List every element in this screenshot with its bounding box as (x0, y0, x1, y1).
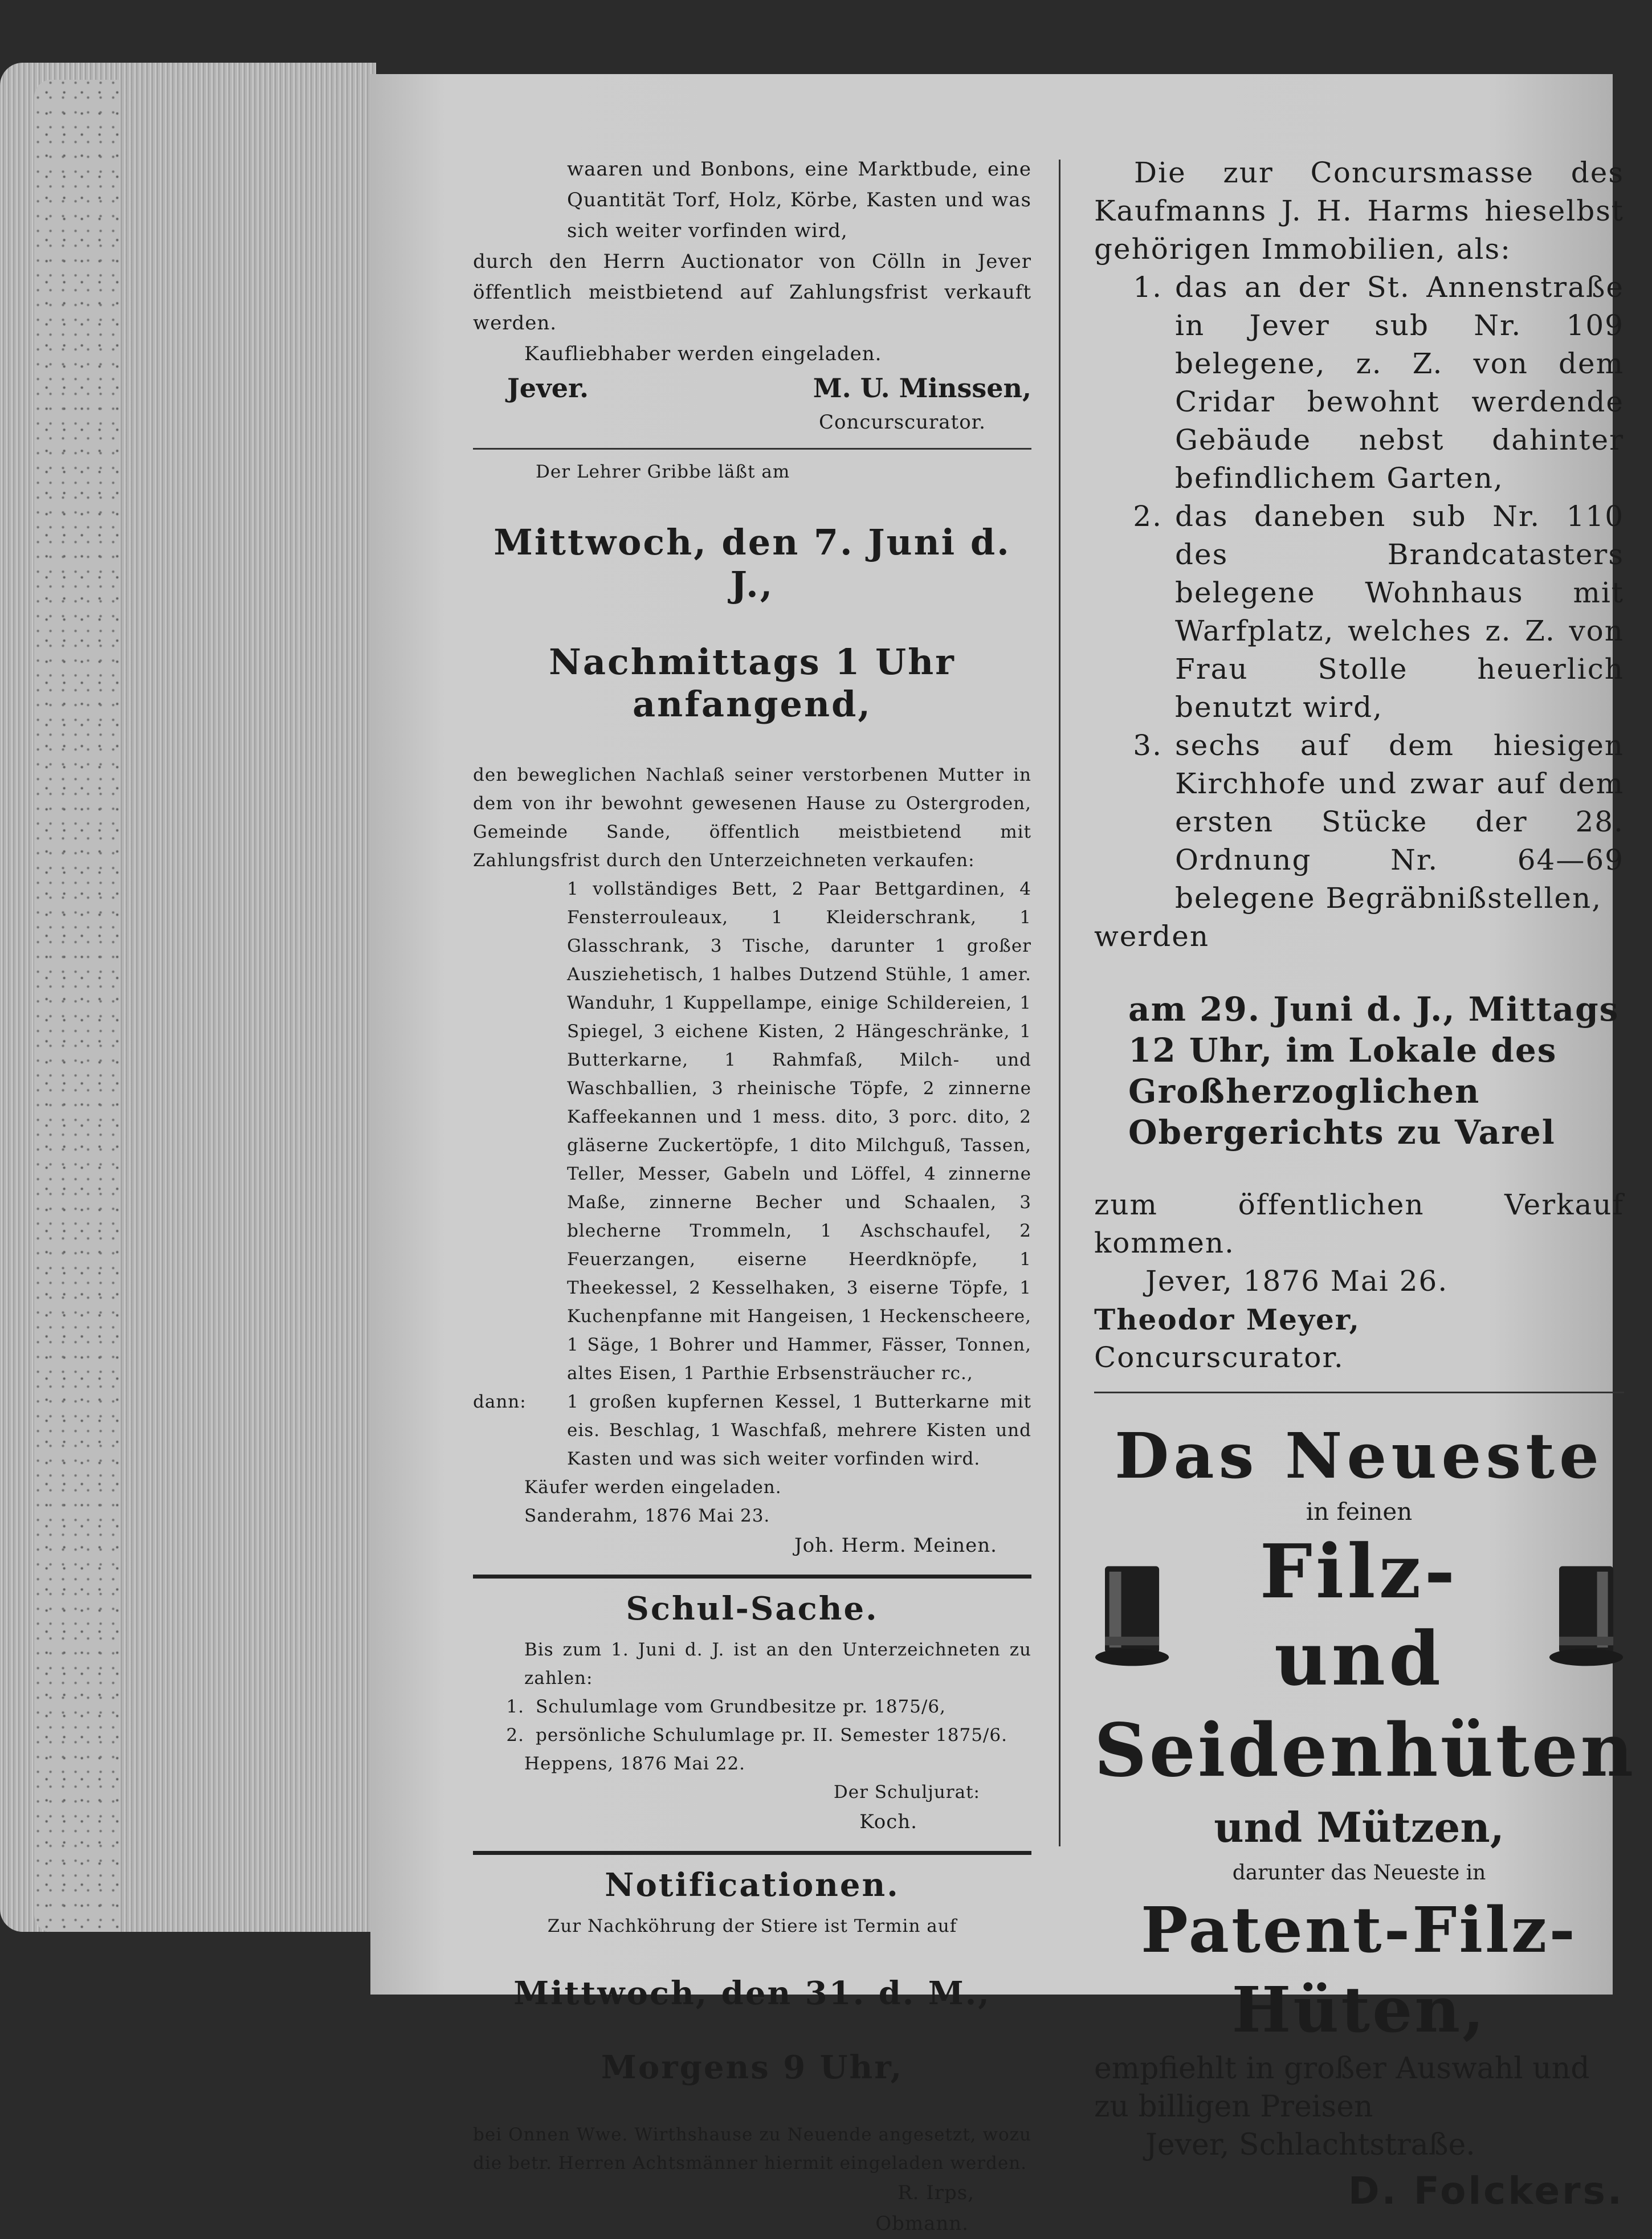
school-item-1-text: Schulumlage vom Grundbesitze pr. 1875/6, (536, 1696, 946, 1717)
concurs-item-2 (1094, 497, 1624, 727)
concurs-signer: Theodor Meyer, (1094, 1303, 1360, 1336)
auction-notice-2 (473, 458, 1031, 1561)
ad-sub: in feinen (1306, 1498, 1413, 1526)
auction2-signer: Joh. Herm. Meinen. (794, 1534, 997, 1557)
ad-darunter: darunter das Neueste in (1232, 1861, 1486, 1885)
divider-thick (473, 1851, 1031, 1855)
auction2-date: Mittwoch, den 7. Juni d. J., (493, 521, 1011, 605)
column-divider (1059, 160, 1060, 1846)
concurs-item-1-num: 1. (1133, 271, 1162, 304)
ad-filz: Filz- und (1259, 1528, 1459, 1702)
ad-title: Das Neueste (1114, 1419, 1604, 1492)
concurs-item-3-text: sechs auf dem hiesigen Kirchhofe und zwar auf dem ersten Stücke der 28. Ordnung Nr. 64—69 belegene Begräbnißstellen, (1175, 729, 1624, 915)
hat-advertisement (1094, 1416, 1636, 2213)
concurs-item-2-text: das daneben sub Nr. 110 des Brandcatasters belegene Wohnhaus mit Warfplatz, welches z. Z. von Frau Stolle heuerlich benutzt wird, (1175, 500, 1624, 724)
school-body: Bis zum 1. Juni d. J. ist an den Unterzeichneten zu zahlen: (524, 1640, 1031, 1689)
auction1-signer: M. U. Minssen, (813, 373, 1031, 403)
notifications-intro: Zur Nachköhrung der Stiere ist Termin auf (547, 1916, 957, 1936)
notifications-date: Mittwoch, den 31. d. M., (513, 1975, 991, 2012)
notifications-body: bei Onnen Wwe. Wirthshause zu Neuende angesetzt, wozu die betr. Herren Achtsmänner hiermit eingeladen werden. (473, 2124, 1031, 2173)
concurs-notice (1094, 154, 1624, 1377)
divider (473, 448, 1031, 450)
school-role: Der Schuljurat: (833, 1782, 980, 1802)
auction2-time: Nachmittags 1 Uhr anfangend, (549, 641, 956, 725)
school-item-1-num: 1. (506, 1696, 524, 1717)
auction1-body: durch den Herrn Auctionator von Cölln in Jever öffentlich meistbietend auf Zahlungsfrist verkauft werden. (473, 250, 1031, 335)
auction1-invite: Kaufliebhaber werden eingeladen. (524, 342, 882, 365)
school-item-1 (473, 1692, 1031, 1721)
auction2-then-items: 1 großen kupfernen Kessel, 1 Butterkarne mit eis. Beschlag, 1 Waschfaß, mehrere Kisten und Kasten und was sich weiter vorfinden wird. (567, 1392, 1031, 1469)
concurs-dateline: Jever, 1876 Mai 26. (1145, 1265, 1449, 1298)
auction2-intro: Der Lehrer Gribbe läßt am (536, 462, 790, 482)
right-column (1094, 154, 1636, 2213)
auction2-items: 1 vollständiges Bett, 2 Paar Bettgardinen, 4 Fensterrouleaux, 1 Kleiderschrank, 1 Glasschrank, 3 Tische, darunter 1 großer Ausziehetisch, 1 halbes Dutzend Stühle, 1 amer. Wanduhr, 1 Kuppellampe, einige Schildereien, 1 Spiegel, 3 eichene Kisten, 2 Hängeschränke, 1 Butterkarne, 1 Rahmfaß, Milch- und Waschballien, 3 rheinische Töpfe, 2 zinnerne Kaffeekannen und 1 mess. dito, 3 porc. dito, 2 gläserne Zuckertöpfe, 1 dito Milchguß, Tassen, Teller, Messer, Gabeln und Löffel, 4 zinnerne Maße, zinnerne Becher und Schaalen, 3 blecherne Trommeln, 1 Aschschaufel, 2 Feuerzangen, eiserne Heerdknöpfe, 1 Theekessel, 2 Kesselhaken, 3 eiserne Töpfe, 1 Kuchenpfanne mit Hangeisen, 1 Heckenscheere, 1 Säge, 1 Bohrer und Hammer, Fässer, Tonnen, altes Eisen, 1 Parthie Erbsensträucher rc., (567, 879, 1031, 1384)
concurs-item-1-text: das an der St. Annenstraße in Jever sub Nr. 109 belegene, z. Z. von dem Cridar bewohnt werdende Gebäude nebst dahinter befindlichem Garten, (1175, 271, 1624, 495)
concurs-item-2-num: 2. (1133, 500, 1162, 533)
ad-und: und Mützen, (1214, 1803, 1504, 1851)
concurs-date: am 29. Juni d. J., Mittags 12 Uhr, im Lokale des Großherzoglichen Obergerichts zu Varel (1128, 990, 1620, 1152)
school-item-2-num: 2. (506, 1725, 524, 1745)
left-column (473, 154, 1031, 2239)
auction1-role: Concurscurator. (819, 411, 986, 434)
concurs-role: Concurscurator. (1094, 1341, 1344, 1374)
school-heading: Schul-Sache. (626, 1590, 879, 1628)
concurs-item-3 (1094, 727, 1624, 917)
auction1-signature-row (473, 373, 1031, 403)
top-hat-icon (1548, 1558, 1624, 1672)
auction2-then-row (473, 1388, 1031, 1473)
auction-notice-1 (473, 154, 1031, 438)
school-signer: Koch. (859, 1810, 917, 1833)
school-dateline: Heppens, 1876 Mai 22. (524, 1753, 746, 1774)
notifications-signer: R. Irps, (898, 2181, 974, 2204)
concurs-item-1 (1094, 268, 1624, 497)
school-item-2 (473, 1721, 1031, 1749)
notifications-heading: Notificationen. (605, 1866, 900, 1904)
concurs-closing: zum öffentlichen Verkauf kommen. (1094, 1188, 1624, 1259)
notifications-role: Obmann. (875, 2212, 969, 2235)
auction1-items: waaren und Bonbons, eine Marktbude, eine Quantität Torf, Holz, Körbe, Kasten und was sich weiter vorfinden wird, (567, 158, 1031, 242)
auction1-place: Jever. (507, 373, 589, 403)
notifications-time: Morgens 9 Uhr, (601, 2049, 904, 2086)
divider-thick (473, 1575, 1031, 1579)
ad-patent: Patent-Filz-Hüten, (1140, 1893, 1578, 2046)
ad-text: empfiehlt in großer Auswahl und zu billigen Preisen (1094, 2052, 1590, 2124)
notifications-notice (473, 1866, 1031, 2239)
auction2-invite: Käufer werden eingeladen. (524, 1477, 782, 1498)
school-notice (473, 1590, 1031, 1837)
concurs-item-3-num: 3. (1133, 729, 1162, 762)
auction2-body: den beweglichen Nachlaß seiner verstorbenen Mutter in dem von ihr bewohnt gewesenen Hause zu Ostergroden, Gemeinde Sande, öffentlich meistbietend mit Zahlungsfrist durch den Unterzeichneten verkaufen: (473, 765, 1031, 871)
auction2-then-label: dann: (473, 1392, 527, 1412)
divider (1094, 1392, 1624, 1393)
top-hat-icon (1094, 1558, 1170, 1672)
concurs-werden: werden (1094, 920, 1210, 953)
auction2-dateline: Sanderahm, 1876 Mai 23. (524, 1506, 770, 1526)
book-cover-edge (34, 80, 120, 1932)
concurs-intro: Die zur Concursmasse des Kaufmanns J. H. Harms hieselbst gehörigen Immobilien, als: (1094, 156, 1624, 266)
school-item-2-text: persönliche Schulumlage pr. II. Semester 1875/6. (536, 1725, 1007, 1745)
ad-signer: D. Folckers. (1348, 2169, 1624, 2213)
ad-address: Jever, Schlachtstraße. (1145, 2128, 1475, 2162)
ad-filz-row (1094, 1528, 1624, 1702)
ad-seide: Seidenhüten (1094, 1708, 1636, 1793)
